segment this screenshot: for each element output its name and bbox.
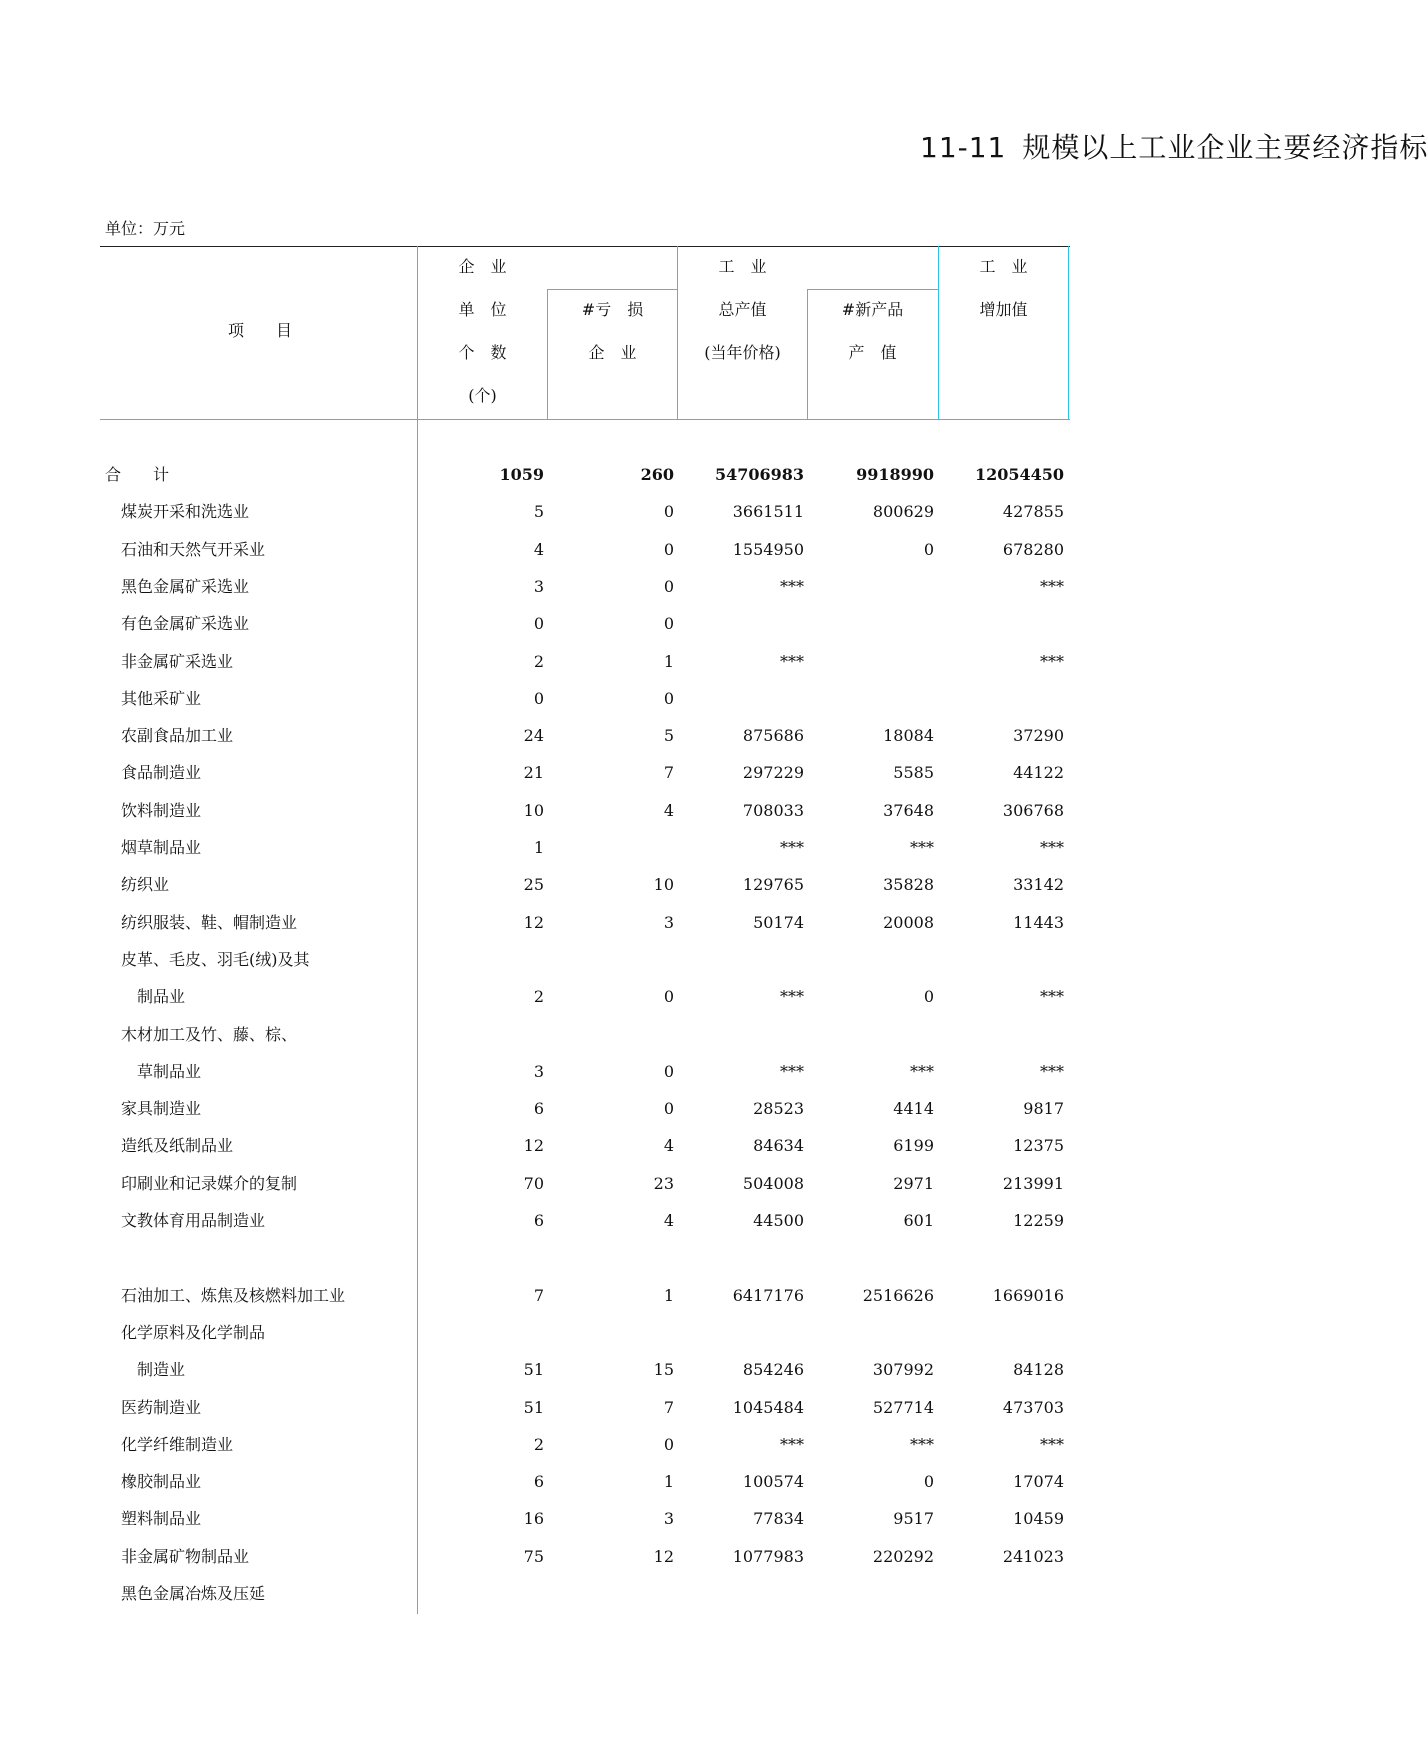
cell-gross-output: *** [780,1061,804,1081]
row-label: 食品制造业 [121,763,202,783]
table-number: 11-11 [920,131,1007,164]
table-row [0,763,1240,783]
cell-enterprise-count: 16 [523,1509,544,1529]
cell-value-added: 473703 [1002,1397,1064,1417]
cell-enterprise-count: 3 [533,1061,544,1081]
cell-new-product-output: 18084 [883,726,934,746]
page-title [920,126,1428,170]
table-row [0,614,1240,634]
row-label: 纺织服装、鞋、帽制造业 [121,912,298,932]
cell-enterprise-count: 4 [533,539,544,559]
table-row [0,1062,1240,1082]
cell-value-added: 12054450 [974,465,1064,484]
cell-gross-output: *** [780,651,804,671]
table-row [0,1286,1240,1306]
cell-enterprise-count: 25 [523,875,544,895]
cell-new-product-output: 800629 [872,502,934,522]
table-row [0,1360,1240,1380]
cell-loss-count: 3 [663,1509,674,1529]
cell-loss-count: 0 [663,1099,674,1119]
cell-value-added: 11443 [1013,912,1064,932]
cell-new-product-output: 307992 [872,1360,934,1380]
header-enterprise-l2: 单 位 [458,300,507,319]
cell-gross-output: 44500 [753,1211,804,1230]
header-item: 项 目 [227,321,292,340]
cell-enterprise-count: 75 [523,1546,544,1566]
cell-enterprise-count: 24 [523,726,544,746]
row-label: 饮料制造业 [121,800,202,820]
cell-enterprise-count: 12 [523,1136,544,1156]
cell-new-product-output: 37648 [883,800,934,820]
row-label: 有色金属矿采选业 [121,614,250,634]
cell-loss-count: 0 [663,987,674,1007]
cell-value-added: *** [1040,987,1064,1007]
cell-loss-count: 3 [663,912,674,932]
column-divider-loss [547,289,548,419]
row-label: 文教体育用品制造业 [121,1211,266,1230]
table-row [0,1584,1240,1604]
cell-enterprise-count: 6 [533,1099,544,1119]
row-label: 橡胶制品业 [121,1472,202,1492]
cell-loss-count: 15 [653,1360,674,1380]
table-row [0,801,1240,821]
row-label: 化学原料及化学制品 [121,1322,266,1342]
table-row [0,1099,1240,1119]
cell-value-added: 33142 [1013,875,1064,895]
table-row [0,1509,1240,1529]
output-sub-rule [808,289,938,290]
cell-enterprise-count: 21 [523,763,544,783]
cell-value-added: 44122 [1013,763,1064,783]
cell-enterprise-count: 7 [533,1285,544,1305]
cell-value-added: 12375 [1013,1136,1064,1156]
enterprise-sub-rule [548,289,678,290]
cell-new-product-output: *** [910,838,934,857]
table-row [0,577,1240,597]
cell-gross-output: 504008 [742,1173,804,1193]
cell-enterprise-count: 0 [533,688,544,708]
cell-loss-count: 260 [640,465,674,484]
cell-loss-count: 0 [663,502,674,522]
header-added-l2: 增加值 [979,300,1028,319]
cell-new-product-output: 20008 [883,912,934,932]
cell-value-added: 10459 [1013,1509,1064,1529]
cell-loss-count: 23 [653,1173,674,1193]
header-loss-l2: 企 业 [588,343,637,362]
cell-new-product-output: 5585 [893,763,934,783]
cell-value-added: 9817 [1023,1099,1064,1119]
unit-label: 单位：万元 [105,219,186,238]
table-row [0,1435,1240,1455]
cell-loss-count: 1 [663,1472,674,1492]
cell-enterprise-count: 6 [533,1472,544,1492]
table-row [0,1025,1240,1045]
cell-loss-count: 0 [663,1061,674,1081]
cell-enterprise-count: 70 [523,1173,544,1193]
table-row [0,950,1240,970]
cell-gross-output: 77834 [753,1509,804,1529]
cell-enterprise-count: 1 [533,838,544,857]
cell-loss-count: 12 [653,1546,674,1566]
cell-new-product-output: *** [910,1434,934,1454]
cell-value-added: 84128 [1013,1360,1064,1380]
cell-new-product-output: 4414 [893,1099,934,1119]
cell-gross-output: 854246 [742,1360,804,1380]
cell-gross-output: *** [780,1434,804,1454]
row-label: 木材加工及竹、藤、棕、 [121,1024,298,1044]
cell-new-product-output: 2516626 [862,1285,934,1305]
cell-loss-count: 5 [663,726,674,746]
cell-new-product-output: 220292 [872,1546,934,1566]
cell-gross-output: 84634 [753,1136,804,1156]
table-row [0,1547,1240,1567]
cell-value-added: *** [1040,1434,1064,1454]
row-label: 化学纤维制造业 [121,1434,234,1454]
cell-value-added: 213991 [1002,1173,1064,1193]
header-loss-l1: #亏 损 [581,300,644,319]
row-label: 塑料制品业 [121,1509,202,1529]
cell-loss-count: 0 [663,576,674,596]
table-row [0,1211,1240,1231]
row-label: 皮革、毛皮、羽毛(绒)及其 [121,949,310,969]
cell-new-product-output: 601 [903,1211,934,1230]
table-row [0,540,1240,560]
cell-new-product-output: 0 [923,1472,934,1492]
row-label: 医药制造业 [121,1397,202,1417]
cell-gross-output: *** [780,987,804,1007]
column-divider-newprod [807,289,808,419]
table-top-rule [100,246,1070,247]
row-label: 黑色金属矿采选业 [121,576,250,596]
cell-value-added: 37290 [1013,726,1064,746]
row-label: 制造业 [137,1360,186,1380]
table-row [0,875,1240,895]
cell-loss-count: 4 [663,1136,674,1156]
table-row [0,838,1240,858]
row-label: 煤炭开采和洗选业 [121,502,250,522]
cell-value-added: 17074 [1013,1472,1064,1492]
header-newprod-l2: 产 值 [848,343,897,362]
cell-enterprise-count: 10 [523,800,544,820]
cell-loss-count: 7 [663,1397,674,1417]
header-newprod-l1: #新产品 [841,300,904,319]
cell-new-product-output: 527714 [872,1397,934,1417]
cell-gross-output: 54706983 [714,465,804,484]
cell-value-added: 1669016 [992,1285,1064,1305]
cell-gross-output: 1077983 [732,1546,804,1566]
cell-new-product-output: 9918990 [856,465,934,484]
table-row [0,502,1240,522]
table-title: 规模以上工业企业主要经济指标 [1022,131,1428,164]
row-label: 制品业 [137,987,186,1007]
column-divider-output [677,246,678,419]
table-row [0,987,1240,1007]
table-row [0,1174,1240,1194]
header-output-l3: (当年价格) [704,343,781,362]
cell-loss-count: 1 [663,1285,674,1305]
cell-enterprise-count: 1059 [499,465,544,484]
table-row [0,1136,1240,1156]
cell-new-product-output: 0 [923,987,934,1007]
cell-loss-count: 0 [663,688,674,708]
row-label: 造纸及纸制品业 [121,1136,234,1156]
cell-value-added: 12259 [1013,1211,1064,1230]
cell-gross-output: 100574 [742,1472,804,1492]
cell-loss-count: 0 [663,539,674,559]
column-divider-added [938,246,939,419]
cell-loss-count: 0 [663,1434,674,1454]
cell-loss-count: 1 [663,651,674,671]
row-label: 纺织业 [121,875,170,895]
cell-enterprise-count: 51 [523,1397,544,1417]
cell-enterprise-count: 51 [523,1360,544,1380]
cell-loss-count: 0 [663,614,674,634]
header-enterprise-l4: (个) [468,386,497,405]
cell-gross-output: *** [780,576,804,596]
row-label: 非金属矿物制品业 [121,1546,250,1566]
header-bottom-rule [100,419,1070,420]
cell-value-added: *** [1040,838,1064,857]
table-row [0,1323,1240,1343]
header-added-l1: 工 业 [979,257,1028,276]
table-row [0,726,1240,746]
header-output-top: 工 业 [718,257,767,276]
cell-value-added: 427855 [1002,502,1064,522]
cell-gross-output: 875686 [742,726,804,746]
header-enterprise-l3: 个 数 [458,343,507,362]
header-enterprise-top: 企 业 [458,257,507,276]
cell-new-product-output: 2971 [893,1173,934,1193]
cell-enterprise-count: 5 [533,502,544,522]
table-row [0,465,1240,485]
row-label: 农副食品加工业 [121,726,234,746]
table-row [0,689,1240,709]
cell-gross-output: 3661511 [732,502,804,522]
cell-new-product-output: *** [910,1061,934,1081]
cell-value-added: *** [1040,651,1064,671]
cell-gross-output: 28523 [753,1099,804,1119]
cell-enterprise-count: 2 [533,987,544,1007]
cell-new-product-output: 6199 [893,1136,934,1156]
column-divider-right [1068,246,1069,419]
cell-enterprise-count: 12 [523,912,544,932]
table-row [0,1398,1240,1418]
cell-loss-count: 10 [653,875,674,895]
row-label: 草制品业 [137,1061,202,1081]
cell-loss-count: 4 [663,800,674,820]
cell-value-added: 241023 [1002,1546,1064,1566]
row-label: 非金属矿采选业 [121,651,234,671]
cell-enterprise-count: 6 [533,1211,544,1230]
cell-loss-count: 4 [663,1211,674,1230]
cell-value-added: 306768 [1002,800,1064,820]
cell-gross-output: *** [780,838,804,857]
cell-value-added: 678280 [1002,539,1064,559]
cell-gross-output: 50174 [753,912,804,932]
row-label: 合 计 [105,465,170,484]
cell-gross-output: 129765 [742,875,804,895]
cell-enterprise-count: 0 [533,614,544,634]
row-label: 烟草制品业 [121,838,202,857]
row-label: 印刷业和记录媒介的复制 [121,1173,298,1193]
cell-new-product-output: 0 [923,539,934,559]
cell-new-product-output: 9517 [893,1509,934,1529]
table-row [0,913,1240,933]
row-label: 石油和天然气开采业 [121,539,266,559]
table-row [0,1472,1240,1492]
cell-gross-output: 297229 [742,763,804,783]
cell-gross-output: 1554950 [732,539,804,559]
cell-gross-output: 1045484 [732,1397,804,1417]
cell-value-added: *** [1040,576,1064,596]
row-label: 黑色金属冶炼及压延 [121,1584,266,1603]
cell-enterprise-count: 3 [533,576,544,596]
cell-value-added: *** [1040,1061,1064,1081]
cell-enterprise-count: 2 [533,651,544,671]
row-label: 其他采矿业 [121,688,202,708]
cell-enterprise-count: 2 [533,1434,544,1454]
cell-new-product-output: 35828 [883,875,934,895]
cell-gross-output: 6417176 [732,1285,804,1305]
cell-loss-count: 7 [663,763,674,783]
row-label: 石油加工、炼焦及核燃料加工业 [121,1285,346,1305]
table-row [0,1248,1240,1268]
row-label: 家具制造业 [121,1099,202,1119]
header-output-l2: 总产值 [718,300,767,319]
table-row [0,652,1240,672]
cell-gross-output: 708033 [742,800,804,820]
